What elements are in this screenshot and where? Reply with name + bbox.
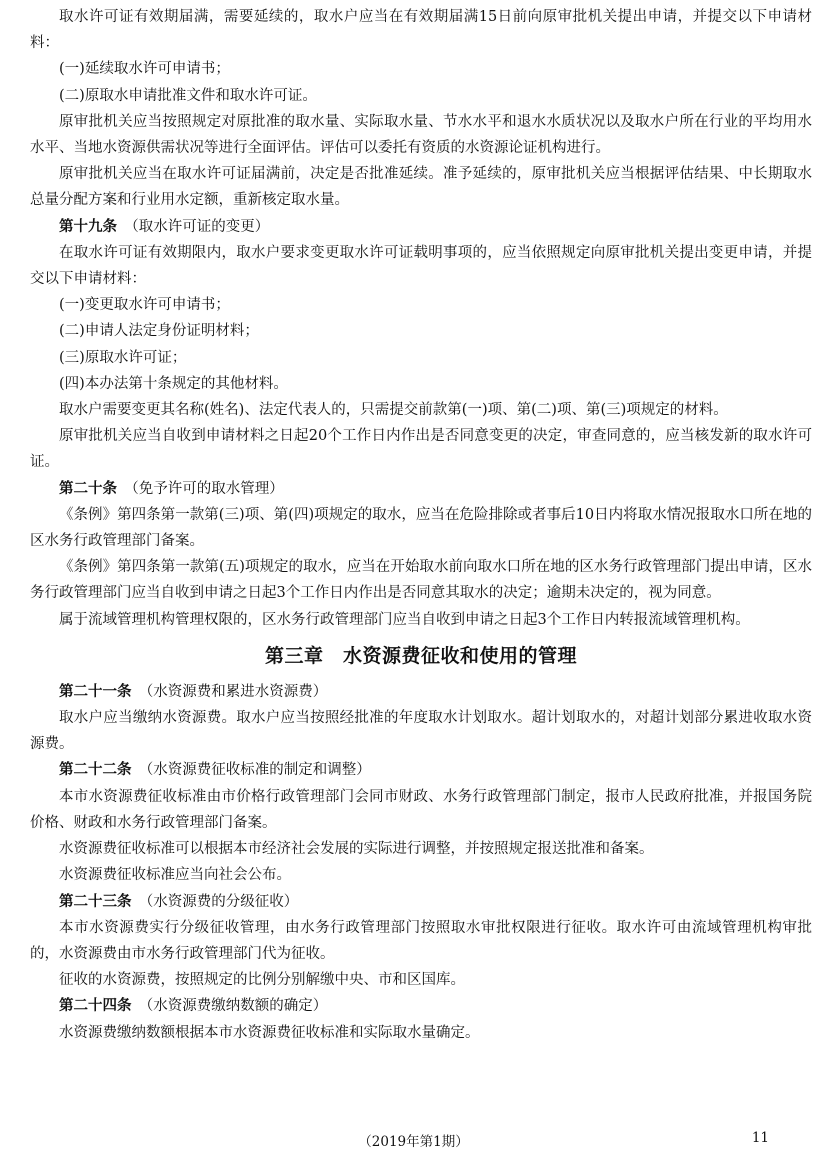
list-item: (二)申请人法定身份证明材料； — [59, 323, 259, 340]
list-item: (一)延续取水许可申请书； — [59, 61, 230, 78]
paragraph: 《条例》第四条第一款第(三)项、第(四)项规定的取水，应当在危险排除或者事后10日内将取水情况报取水口所在地的区水务行政管理部门备案。 — [30, 506, 812, 550]
paragraph: 水资源费征收标准可以根据本市经济社会发展的实际进行调整，并按照规定报送批准和备案。 — [59, 841, 654, 858]
article-number: 第二十三条 — [59, 893, 132, 910]
list-item: (二)原取水申请批准文件和取水许可证。 — [59, 87, 317, 104]
paragraph: 在取水许可证有效期限内，取水户要求变更取水许可证载明事项的，应当依照规定向原审批机关提出变更申请，并提交以下申请材料： — [30, 244, 812, 288]
paragraph: 取水户应当缴纳水资源费。取水户应当按照经批准的年度取水计划取水。超计划取水的，对超计划部分累进收取水资源费。 — [30, 710, 812, 753]
article-title: （水资源费征收标准的制定和调整） — [146, 762, 371, 779]
article-title: （水资源费缴纳数额的确定） — [146, 998, 328, 1015]
article-number: 第二十一条 — [59, 683, 132, 700]
paragraph: 《条例》第四条第一款第(五)项规定的取水，应当在开始取水前向取水口所在地的区水务行政管理部门提出申请，区水务行政管理部门应当自收到申请之日起3个工作日内作出是否同意其取水的决定；逾期未决定的，视为同意。 — [30, 559, 812, 602]
article-heading — [30, 214, 812, 240]
article-heading — [30, 757, 812, 783]
article-number: 第二十四条 — [59, 998, 132, 1015]
section-chapter-three — [30, 679, 812, 1046]
paragraph: 本市水资源费实行分级征收管理，由水务行政管理部门按照取水审批权限进行征收。取水许可由流域管理机构审批的，水资源费由市水务行政管理部门代为征收。 — [30, 919, 812, 962]
chapter-title: 第三章 水资源费征收和使用的管理 — [264, 644, 577, 667]
paragraph: 属于流域管理机构管理权限的，区水务行政管理部门应当自收到申请之日起3个工作日内转报流域管理机构。 — [59, 611, 750, 628]
article-title: （免予许可的取水管理） — [131, 480, 284, 497]
paragraph: 取水许可证有效期届满，需要延续的，取水户应当在有效期届满15日前向原审批机关提出申请，并提交以下申请材料： — [30, 9, 812, 52]
issue-label: （2019年第1期） — [358, 1134, 469, 1150]
document-body — [30, 4, 812, 1046]
paragraph: 本市水资源费征收标准由市价格行政管理部门会同市财政、水务行政管理部门制定，报市人民政府批准，并报国务院价格、财政和水务行政管理部门备案。 — [30, 788, 812, 831]
page-footer — [0, 1128, 827, 1152]
paragraph: 原审批机关应当自收到申请材料之日起20个工作日内作出是否同意变更的决定，审查同意的，应当核发新的取水许可证。 — [30, 428, 812, 471]
list-item: (三)原取水许可证； — [59, 349, 187, 366]
paragraph: 水资源费缴纳数额根据本市水资源费征收标准和实际取水量确定。 — [59, 1024, 480, 1041]
article-heading — [30, 679, 812, 705]
paragraph: 取水户需要变更其名称(姓名)、法定代表人的，只需提交前款第(一)项、第(二)项、第(三)项规定的材料。 — [59, 402, 728, 419]
list-item: (一)变更取水许可申请书； — [59, 297, 230, 314]
article-heading — [30, 476, 812, 502]
article-number: 第十九条 — [59, 218, 117, 235]
paragraph: 原审批机关应当按照规定对原批准的取水量、实际取水量、节水水平和退水水质状况以及取水户所在行业的平均用水水平、当地水资源供需状况等进行全面评估。评估可以委托有资质的水资源论证机构进行。 — [30, 113, 812, 157]
article-title: （取水许可证的变更） — [131, 218, 270, 235]
article-title: （水资源费的分级征收） — [146, 893, 299, 910]
article-heading — [30, 993, 812, 1019]
article-title: （水资源费和累进水资源费） — [146, 683, 328, 700]
article-heading — [30, 889, 812, 915]
page-number: 11 — [751, 1130, 769, 1146]
section-before-chapter — [30, 4, 812, 633]
article-number: 第二十二条 — [59, 762, 132, 779]
paragraph: 原审批机关应当在取水许可证届满前，决定是否批准延续。准予延续的，原审批机关应当根据评估结果、中长期取水总量分配方案和行业用水定额，重新核定取水量。 — [30, 166, 812, 209]
paragraph: 征收的水资源费，按照规定的比例分别解缴中央、市和区国库。 — [59, 972, 465, 989]
paragraph: 水资源费征收标准应当向社会公布。 — [59, 867, 291, 884]
article-number: 第二十条 — [59, 480, 117, 497]
list-item: (四)本办法第十条规定的其他材料。 — [59, 375, 288, 392]
